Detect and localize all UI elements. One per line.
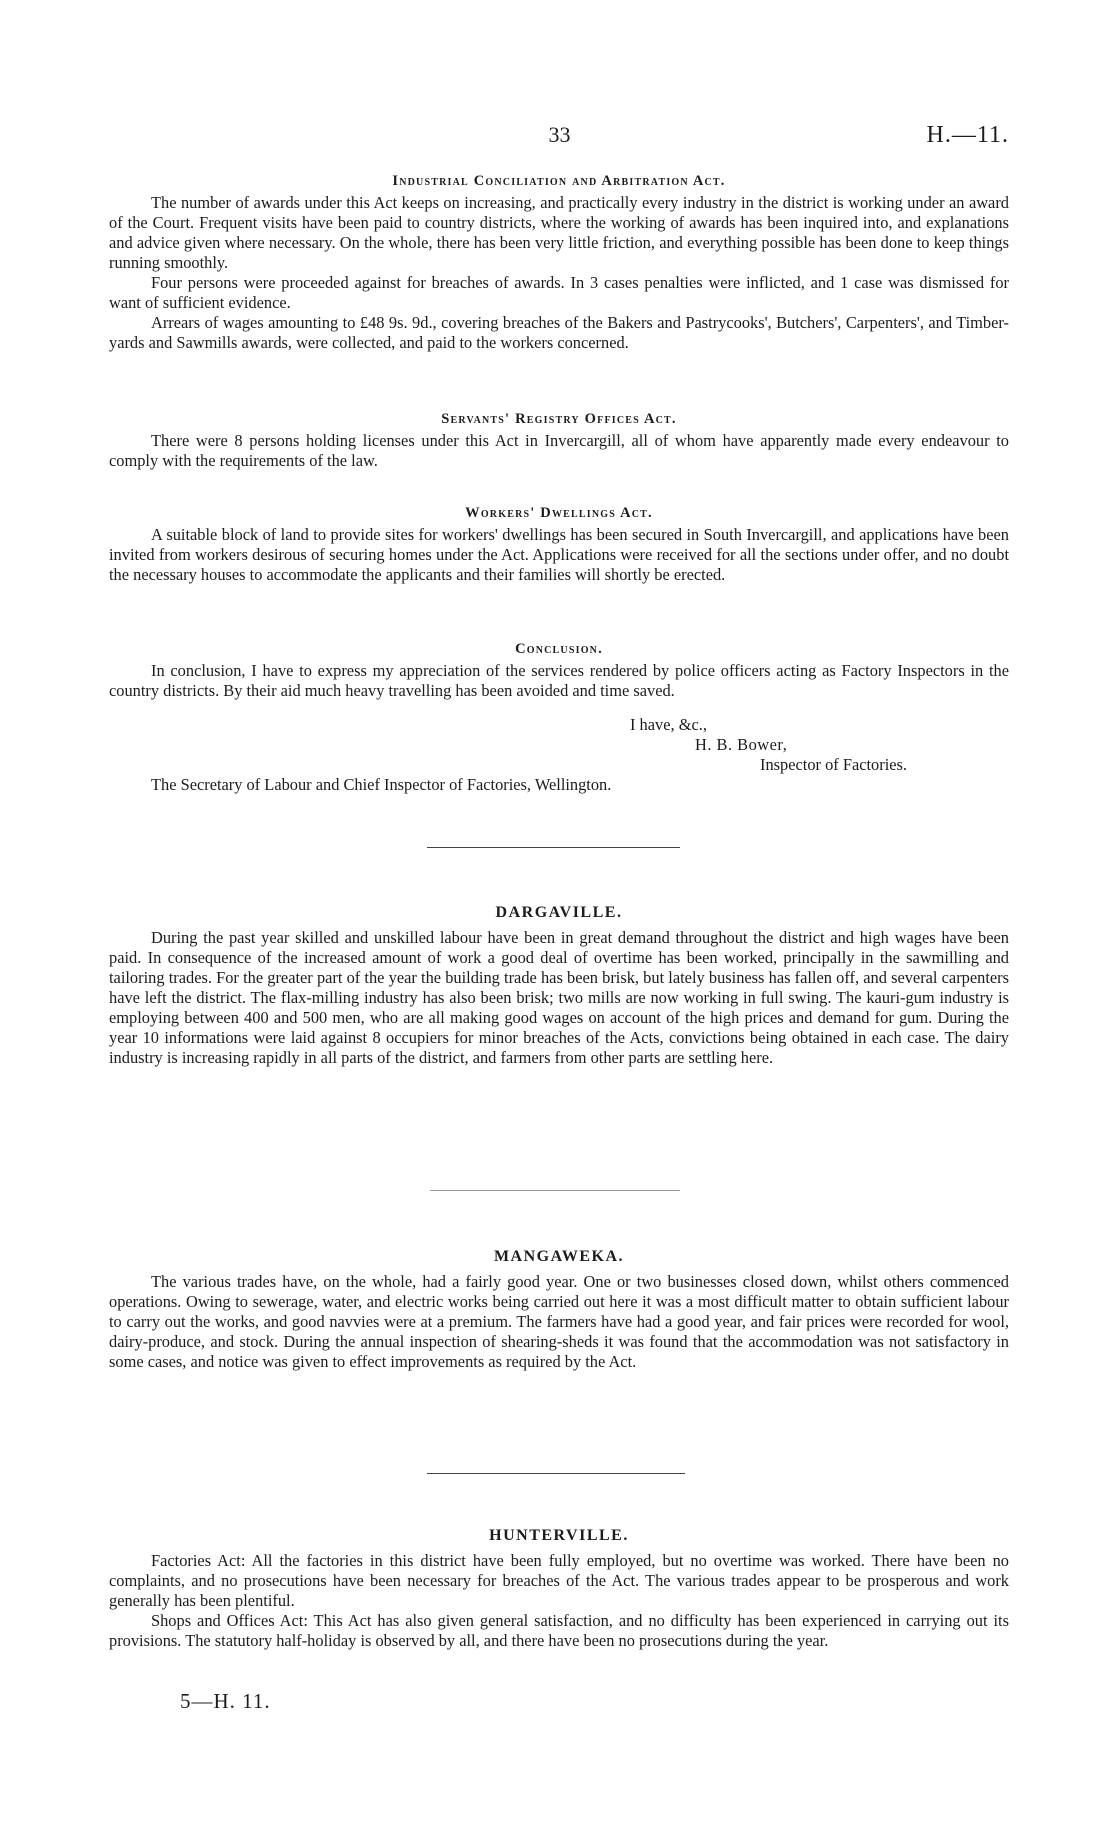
section-conclusion xyxy=(109,641,1009,701)
section-heading: Servants' Registry Offices Act. xyxy=(441,411,677,427)
closing-formula: I have, &c., xyxy=(630,715,707,734)
paragraph: The various trades have, on the whole, had a fairly good year. One or two businesses closed down, whilst others commenced operations. Owing to sewerage, water, and electric works being carried out here it was a most difficult matter to obtain sufficient labour to carry out the works, and good navvies were at a premium. The farmers have had a good year, and fair prices were recorded for wool, dairy-produce, and stock. During the annual inspection of shearing-sheds it was found that the accommodation was not satisfactory in some cases, and notice was given to effect improvements as required by the Act. xyxy=(109,1272,1009,1371)
paragraph: Factories Act: All the factories in this district have been fully employed, but no overtime was worked. There have been no complaints, and no prosecutions have been necessary for breaches of the Act. The various trades appear to be prosperous and work generally has been plentiful. xyxy=(109,1551,1009,1610)
paragraph: In conclusion, I have to express my appreciation of the services rendered by police officers acting as Factory Inspectors in the country districts. By their aid much heavy travelling has been avoided and time saved. xyxy=(109,661,1009,700)
section-dargaville xyxy=(109,904,1009,1068)
section-divider xyxy=(427,1473,685,1474)
paragraph: Arrears of wages amounting to £48 9s. 9d., covering breaches of the Bakers and Pastrycooks', Butchers', Carpenters', and Timber-yards and Sawmills awards, were collected, and paid to the workers concerned. xyxy=(109,313,1009,352)
section-heading: DARGAVILLE. xyxy=(495,904,623,921)
section-heading: MANGAWEKA. xyxy=(493,1248,625,1265)
section-heading: Workers' Dwellings Act. xyxy=(465,505,653,521)
section-servants-registry xyxy=(109,411,1009,471)
page-number: 33 xyxy=(548,122,571,147)
section-mangaweka xyxy=(109,1248,1009,1372)
section-divider xyxy=(427,847,680,848)
section-workers-dwellings xyxy=(109,505,1009,585)
page-header xyxy=(110,122,1009,152)
signatory-title: Inspector of Factories. xyxy=(760,755,908,774)
section-divider xyxy=(430,1190,680,1191)
section-industrial-conciliation xyxy=(109,173,1009,353)
paragraph: Four persons were proceeded against for breaches of awards. In 3 cases penalties were inflicted, and 1 case was dismissed for want of sufficient evidence. xyxy=(109,273,1009,312)
section-heading: HUNTERVILLE. xyxy=(489,1527,629,1544)
section-hunterville xyxy=(109,1527,1009,1651)
addressee: The Secretary of Labour and Chief Inspector of Factories, Wellington. xyxy=(151,775,612,794)
section-heading: Industrial Conciliation and Arbitration Act. xyxy=(392,173,726,189)
paragraph: The number of awards under this Act keeps on increasing, and practically every industry in the district is working under an award of the Court. Frequent visits have been paid to country districts, where the working of awards has been inquired into, and explanations and advice given where necessary. On the whole, there has been very little friction, and everything possible has been done to keep things running smoothly. xyxy=(109,193,1009,272)
paragraph: During the past year skilled and unskilled labour have been in great demand throughout the district and high wages have been paid. In consequence of the increased amount of work a good deal of overtime has been worked, principally in the sawmilling and tailoring trades. For the greater part of the year the building trade has been brisk, but lately business has fallen off, and several carpenters have left the district. The flax-milling industry has also been brisk; two mills are now working in full swing. The kauri-gum industry is employing between 400 and 500 men, who are all making good wages on account of the high prices and demand for gum. During the year 10 informations were laid against 8 occupiers for minor breaches of the Acts, convictions being obtained in each case. The dairy industry is increasing rapidly in all parts of the district, and farmers from other parts are settling here. xyxy=(109,928,1009,1067)
paragraph: A suitable block of land to provide sites for workers' dwellings has been secured in South Invercargill, and applications have been invited from workers desirous of securing homes under the Act. Applications were received for all the sections under offer, and no doubt the necessary houses to accommodate the applicants and their families will shortly be erected. xyxy=(109,525,1009,584)
signatory-name: H. B. Bower, xyxy=(695,735,788,754)
signature-mark: 5—H. 11. xyxy=(180,1689,271,1713)
paragraph: Shops and Offices Act: This Act has also given general satisfaction, and no difficulty has been experienced in carrying out its provisions. The statutory half-holiday is observed by all, and there have been no prosecutions during the year. xyxy=(109,1611,1009,1650)
section-heading: Conclusion. xyxy=(515,641,603,657)
paragraph: There were 8 persons holding licenses under this Act in Invercargill, all of whom have apparently made every endeavour to comply with the requirements of the law. xyxy=(109,431,1009,470)
document-reference: H.—11. xyxy=(926,122,1009,148)
